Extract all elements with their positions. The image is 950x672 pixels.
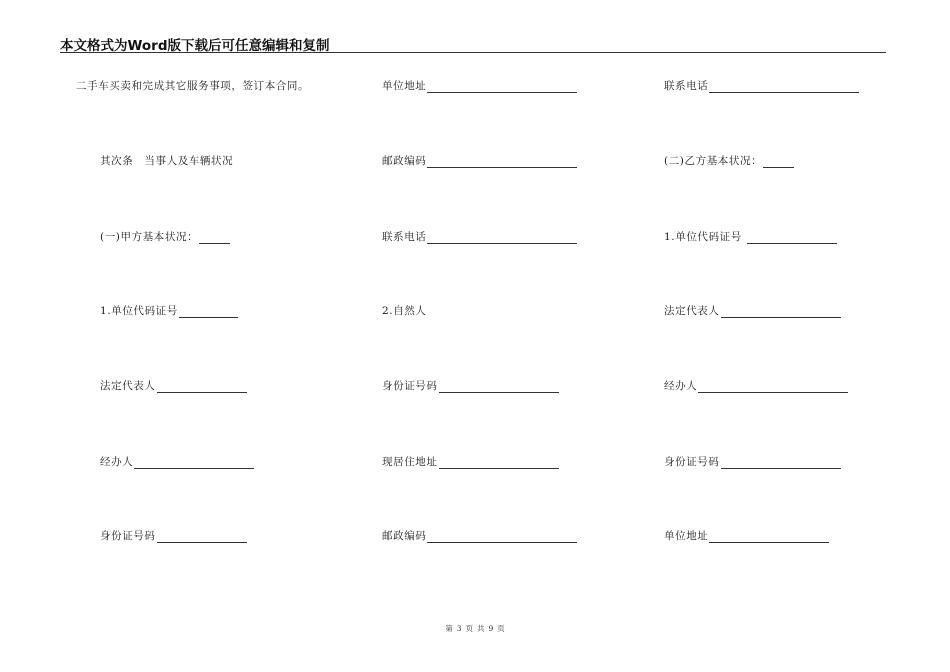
postal-code-label: 邮政编码 — [382, 155, 427, 167]
left-row-4 — [100, 304, 238, 318]
party-a-unit-code-label: 1.单位代码证号 — [100, 305, 178, 317]
contact-phone-blank[interactable] — [427, 232, 577, 244]
left-row-2 — [100, 154, 233, 168]
current-address-blank[interactable] — [439, 457, 559, 469]
party-a-id-blank[interactable] — [157, 531, 247, 543]
current-page-number: 3 — [456, 624, 462, 633]
middle-row-7 — [382, 529, 577, 543]
right-row-4 — [664, 304, 841, 318]
party-b-address-blank[interactable] — [709, 531, 829, 543]
party-b-legal-rep-label: 法定代表人 — [664, 305, 720, 317]
party-b-id-blank[interactable] — [721, 457, 841, 469]
party-b-agent-blank[interactable] — [698, 381, 848, 393]
natural-person-heading: 2.自然人 — [382, 305, 427, 317]
person-phone-blank[interactable] — [709, 81, 859, 93]
party-b-legal-rep-blank[interactable] — [721, 306, 841, 318]
contract-intro-text: 二手车买卖和完成其它服务事项，签订本合同。 — [76, 80, 310, 92]
current-address-label: 现居住地址 — [382, 456, 438, 468]
right-row-3 — [664, 230, 837, 244]
person-postal-code-label: 邮政编码 — [382, 530, 427, 542]
party-b-unit-code-blank[interactable] — [747, 232, 837, 244]
left-row-1 — [76, 79, 309, 93]
party-b-heading: (二)乙方基本状况： — [664, 155, 763, 167]
party-a-agent-blank[interactable] — [134, 457, 254, 469]
middle-row-5 — [382, 379, 559, 393]
middle-row-6 — [382, 455, 559, 469]
party-b-blank[interactable] — [763, 156, 794, 168]
right-row-5 — [664, 379, 848, 393]
person-id-blank[interactable] — [439, 381, 559, 393]
party-b-agent-label: 经办人 — [664, 380, 698, 392]
total-page-number: 9 — [488, 624, 494, 633]
total-prefix: 共 — [477, 624, 485, 633]
party-b-unit-code-label: 1.单位代码证号 — [664, 231, 742, 243]
left-row-3 — [100, 230, 230, 244]
right-row-6 — [664, 455, 841, 469]
right-row-1 — [664, 79, 859, 93]
section-heading-parties: 其次条 当事人及车辆状况 — [100, 155, 234, 167]
unit-address-label: 单位地址 — [382, 80, 427, 92]
left-row-5 — [100, 379, 247, 393]
party-a-unit-code-blank[interactable] — [179, 306, 238, 318]
document-header-title: 本文格式为Word版下载后可任意编辑和复制 — [60, 38, 330, 54]
person-phone-label: 联系电话 — [664, 80, 709, 92]
contact-phone-label: 联系电话 — [382, 231, 427, 243]
right-row-7 — [664, 529, 829, 543]
person-id-label: 身份证号码 — [382, 380, 438, 392]
left-row-7 — [100, 529, 247, 543]
party-b-address-label: 单位地址 — [664, 530, 709, 542]
middle-row-3 — [382, 230, 577, 244]
unit-address-blank[interactable] — [427, 81, 577, 93]
left-row-6 — [100, 455, 254, 469]
postal-code-blank[interactable] — [427, 156, 577, 168]
party-a-heading: (一)甲方基本状况： — [100, 231, 199, 243]
party-a-agent-label: 经办人 — [100, 456, 134, 468]
party-b-id-label: 身份证号码 — [664, 456, 720, 468]
page-unit: 页 — [465, 624, 473, 633]
party-a-legal-rep-blank[interactable] — [157, 381, 247, 393]
party-a-blank[interactable] — [199, 232, 230, 244]
page-prefix: 第 — [445, 624, 453, 633]
middle-row-1 — [382, 79, 577, 93]
page-number-footer — [0, 623, 950, 634]
middle-row-4 — [382, 304, 427, 318]
middle-row-2 — [382, 154, 577, 168]
party-a-id-label: 身份证号码 — [100, 530, 156, 542]
right-row-2 — [664, 154, 794, 168]
person-postal-code-blank[interactable] — [427, 531, 577, 543]
header-divider — [60, 52, 886, 53]
party-a-legal-rep-label: 法定代表人 — [100, 380, 156, 392]
total-unit: 页 — [497, 624, 505, 633]
